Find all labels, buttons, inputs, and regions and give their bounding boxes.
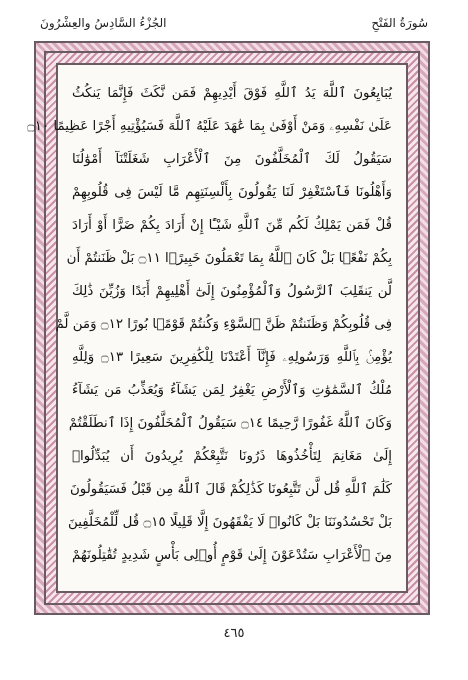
text-line-4: وَأَهْلُونَا فَٱسْتَغْفِرْ لَنَا يَقُولُونَ بِأَلْسِنَتِهِم مَّا لَيْسَ فِى قُلُوبِهِمْ bbox=[72, 185, 392, 200]
quran-text bbox=[26, 79, 392, 581]
text-line-7: لَّن يَنقَلِبَ ٱلرَّسُولُ وَٱلْمُؤْمِنُونَ إِلَىٰٓ أَهْلِيهِمْ أَبَدًا وَزُيِّنَ ذَٰلِكَ bbox=[72, 284, 392, 299]
ornamental-border bbox=[26, 41, 430, 615]
text-line-12: إِلَىٰ مَغَانِمَ لِتَأْخُذُوهَا ذَرُونَا نَتَّبِعْكُمْ يُرِيدُونَ أَن يُبَدِّلُوا۟ bbox=[72, 449, 392, 464]
text-line-2: عَلَىٰ نَفْسِهِۦ وَمَنْ أَوْفَىٰ بِمَا عَٰهَدَ عَلَيْهُ ٱللَّهَ فَسَيُؤْتِيهِ أَجْرًا عَظِيمًا ۝١٠ bbox=[26, 119, 392, 134]
border-pattern bbox=[26, 51, 420, 605]
surah-title: سُورَةُ الفَتْحِ bbox=[371, 16, 428, 30]
text-line-5: قُلْ فَمَن يَمْلِكُ لَكُم مِّنَ ٱللَّهِ شَيْـًٔا إِنْ أَرَادَ بِكُمْ ضَرًّا أَوْ أَرَادَ bbox=[72, 218, 392, 233]
text-line-15: مِنَ ٱلْأَعْرَابِ سَتُدْعَوْنَ إِلَىٰ قَوْمٍ أُو۟لِى بَأْسٍ شَدِيدٍ تُقَٰتِلُونَهُمْ bbox=[72, 548, 392, 563]
text-panel bbox=[26, 63, 408, 593]
text-line-6: بِكُمْ نَفْعًۢا بَلْ كَانَ ٱللَّهُ بِمَا تَعْمَلُونَ خَبِيرًۢا ۝١١ بَلْ ظَنَنتُمْ أَن bbox=[66, 251, 392, 266]
text-line-1: يُبَايِعُونَ ٱللَّهَ يَدُ ٱللَّهِ فَوْقَ أَيْدِيهِمْ فَمَن نَّكَثَ فَإِنَّمَا يَنكُثُ bbox=[72, 86, 392, 101]
page-number: ٤٦٥ bbox=[223, 626, 245, 641]
text-line-3: سَيَقُولُ لَكَ ٱلْمُخَلَّفُونَ مِنَ ٱلْأَعْرَابِ شَغَلَتْنَآ أَمْوَٰلُنَا bbox=[72, 152, 392, 167]
text-line-14: بَلْ تَحْسُدُونَنَا بَلْ كَانُوا۟ لَا يَفْقَهُونَ إِلَّا قَلِيلًا ۝١٥ قُل لِّلْمُخَلَّفِينَ bbox=[68, 515, 392, 530]
juz-title: الجُزْءُ السَّادِسُ والعِشْرُونَ bbox=[40, 16, 167, 30]
text-line-8: فِى قُلُوبِكُمْ وَظَنَنتُمْ ظَنَّ ٱلسَّوْءِ وَكُنتُمْ قَوْمًۢا بُورًا ۝١٢ وَمَن لَّمْ bbox=[55, 317, 392, 332]
text-line-10: مُلْكُ ٱلسَّمَٰوَٰتِ وَٱلْأَرْضِ يَغْفِرُ لِمَن يَشَآءُ وَيُعَذِّبُ مَن يَشَآءُ bbox=[72, 383, 392, 398]
text-line-11: وَكَانَ ٱللَّهُ غَفُورًا رَّحِيمًا ۝١٤ سَيَقُولُ ٱلْمُخَلَّفُونَ إِذَا ٱنطَلَقْتُمْ bbox=[68, 416, 392, 431]
text-line-13: كَلَٰمَ ٱللَّهِ قُل لَّن تَتَّبِعُونَا كَذَٰلِكُمْ قَالَ ٱللَّهُ مِن قَبْلُ فَسَيَقُولُونَ bbox=[69, 482, 392, 497]
page-header bbox=[0, 0, 468, 40]
text-line-9: يُؤْمِنۢ بِٱللَّهِ وَرَسُولِهِۦ فَإِنَّآ أَعْتَدْنَا لِلْكَٰفِرِينَ سَعِيرًا ۝١٣ وَلِلَّهِ bbox=[72, 350, 392, 365]
